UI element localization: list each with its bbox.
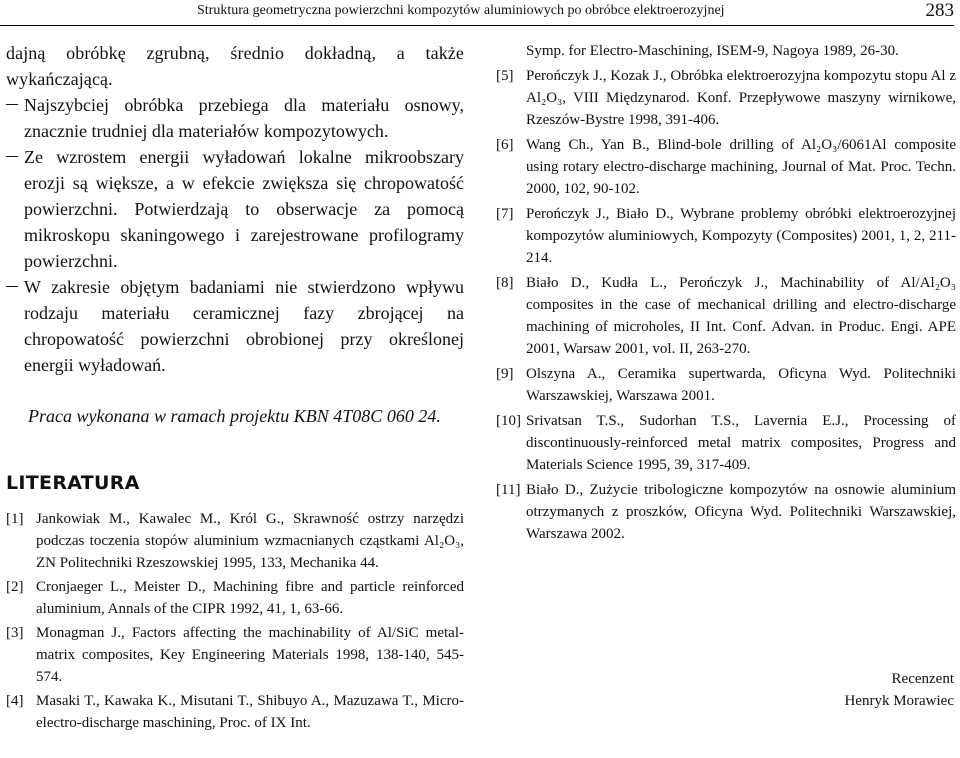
conclusion-item [6,274,464,378]
reference-text: Perończyk J., Biało D., Wybrane problemy obróbki elektroerozyjnej kompozytów aluminiowych, Kompozyty (Composites) 2001, 1, 2, 211-214. [526,206,956,266]
acknowledgement: Praca wykonana w ramach projektu KBN 4T08C 060 24. [28,406,441,426]
reference-text: Olszyna A., Ceramika supertwarda, Oficyna Wyd. Politechniki Warszawskiej, Warszawa 2001. [526,366,956,404]
continued-paragraph: dajną obróbkę zgrubną, średnio dokładną, a także wykańczającą. [6,43,464,89]
section-title-references: LITERATURA [6,472,140,494]
header-rule [0,25,954,26]
reference-item [496,272,956,360]
left-column [6,40,464,736]
reference-number: [3] [6,625,24,641]
right-column [496,40,956,548]
reference-item [6,576,464,620]
reference-text: Biało D., Zużycie tribologiczne kompozytów na osnowie aluminium otrzymanych z proszków, Oficyna Wyd. Politechniki Warszawskiej, Warszawa 2002. [526,482,956,542]
page-number: 283 [925,0,954,21]
reference-number: [2] [6,579,24,595]
reference-number: [1] [6,511,24,527]
conclusion-item [6,144,464,274]
dash-bullet [6,156,18,157]
reference-number: [8] [496,275,514,291]
reviewer-name: Henryk Morawiec [844,693,954,709]
reference-text: Jankowiak M., Kawalec M., Król G., Skrawność ostrzy narzędzi podczas toczenia stopów aluminium wzmacnianych cząstkami Al₂O₃, ZN Politechniki Rzeszowskiej 1995, 133, Mechanika 44. [36,511,464,571]
conclusion-item [6,92,464,144]
reference-text: Biało D., Kudła L., Perończyk J., Machinability of Al/Al₂O₃ composites in the case of mechanical drilling and electro-discharge machining of microholes, II Int. Conf. Advan. in Produc. Engi. APE 2001, Warsaw 2001, vol. II, 263-270. [526,275,956,357]
running-header [0,0,960,30]
reference-text: Symp. for Electro-Maschining, ISEM-9, Nagoya 1989, 26-30. [526,43,899,59]
reviewer-block [754,668,954,712]
reference-continuation [496,40,956,62]
reference-number: [5] [496,68,514,84]
reference-number: [6] [496,137,514,153]
reference-item [496,134,956,200]
reference-item [496,65,956,131]
reference-number: [4] [6,693,24,709]
running-header-title: Struktura geometryczna powierzchni kompozytów aluminiowych po obróbce elektroerozyjnej [197,3,725,18]
reviewer-label: Recenzent [891,671,954,687]
reference-item [496,203,956,269]
reference-number: [11] [496,482,521,498]
dash-bullet [6,104,18,105]
conclusion-text: Najszybciej obróbka przebiega dla materiału osnowy, znacznie trudniej dla materiałów kompozytowych. [24,95,464,141]
reference-number: [10] [496,413,521,429]
reference-text: Monagman J., Factors affecting the machinability of Al/SiC metal-matrix composites, Key Engineering Materials 1998, 138-140, 545-574. [36,625,464,685]
reference-item [496,479,956,545]
conclusion-text: W zakresie objętym badaniami nie stwierdzono wpływu rodzaju materiału ceramicznej fazy zbrojącej na chropowatość powierzchni obrobionej przy określonej energii wyładowań. [24,277,464,375]
reference-item [6,690,464,734]
reference-item [496,363,956,407]
dash-bullet [6,286,18,287]
reference-text: Srivatsan T.S., Sudorhan T.S., Lavernia E.J., Processing of discontinuously-reinforced metal matrix composites, Progress and Materials Science 1995, 39, 317-409. [526,413,956,473]
reference-item [496,410,956,476]
reference-number: [9] [496,366,514,382]
conclusion-text: Ze wzrostem energii wyładowań lokalne mikroobszary erozji są większe, a w efekcie zwiększa się chropowatość powierzchni. Potwierdzają to obserwacje za pomocą mikroskopu skaningowego i zarejestrowane profilogramy powierzchni. [24,147,464,271]
reference-text: Masaki T., Kawaka K., Misutani T., Shibuyo A., Mazuzawa T., Micro-electro-discharge maschining, Proc. of IX Int. [36,693,464,731]
reference-text: Wang Ch., Yan B., Blind-bole drilling of Al₂O₃/6061Al composite using rotary electro-discharge machining, Journal of Mat. Proc. Techn. 2000, 102, 90-102. [526,137,956,197]
reference-text: Cronjaeger L., Meister D., Machining fibre and particle reinforced aluminium, Annals of the CIPR 1992, 41, 1, 63-66. [36,579,464,617]
reference-item [6,508,464,574]
reference-item [6,622,464,688]
reference-text: Perończyk J., Kozak J., Obróbka elektroerozyjna kompozytu stopu Al z Al₂O₃, VIII Międzynarod. Konf. Przepływowe maszyny wirnikowe, Rzeszów-Bystre 1998, 391-406. [526,68,956,128]
reference-number: [7] [496,206,514,222]
